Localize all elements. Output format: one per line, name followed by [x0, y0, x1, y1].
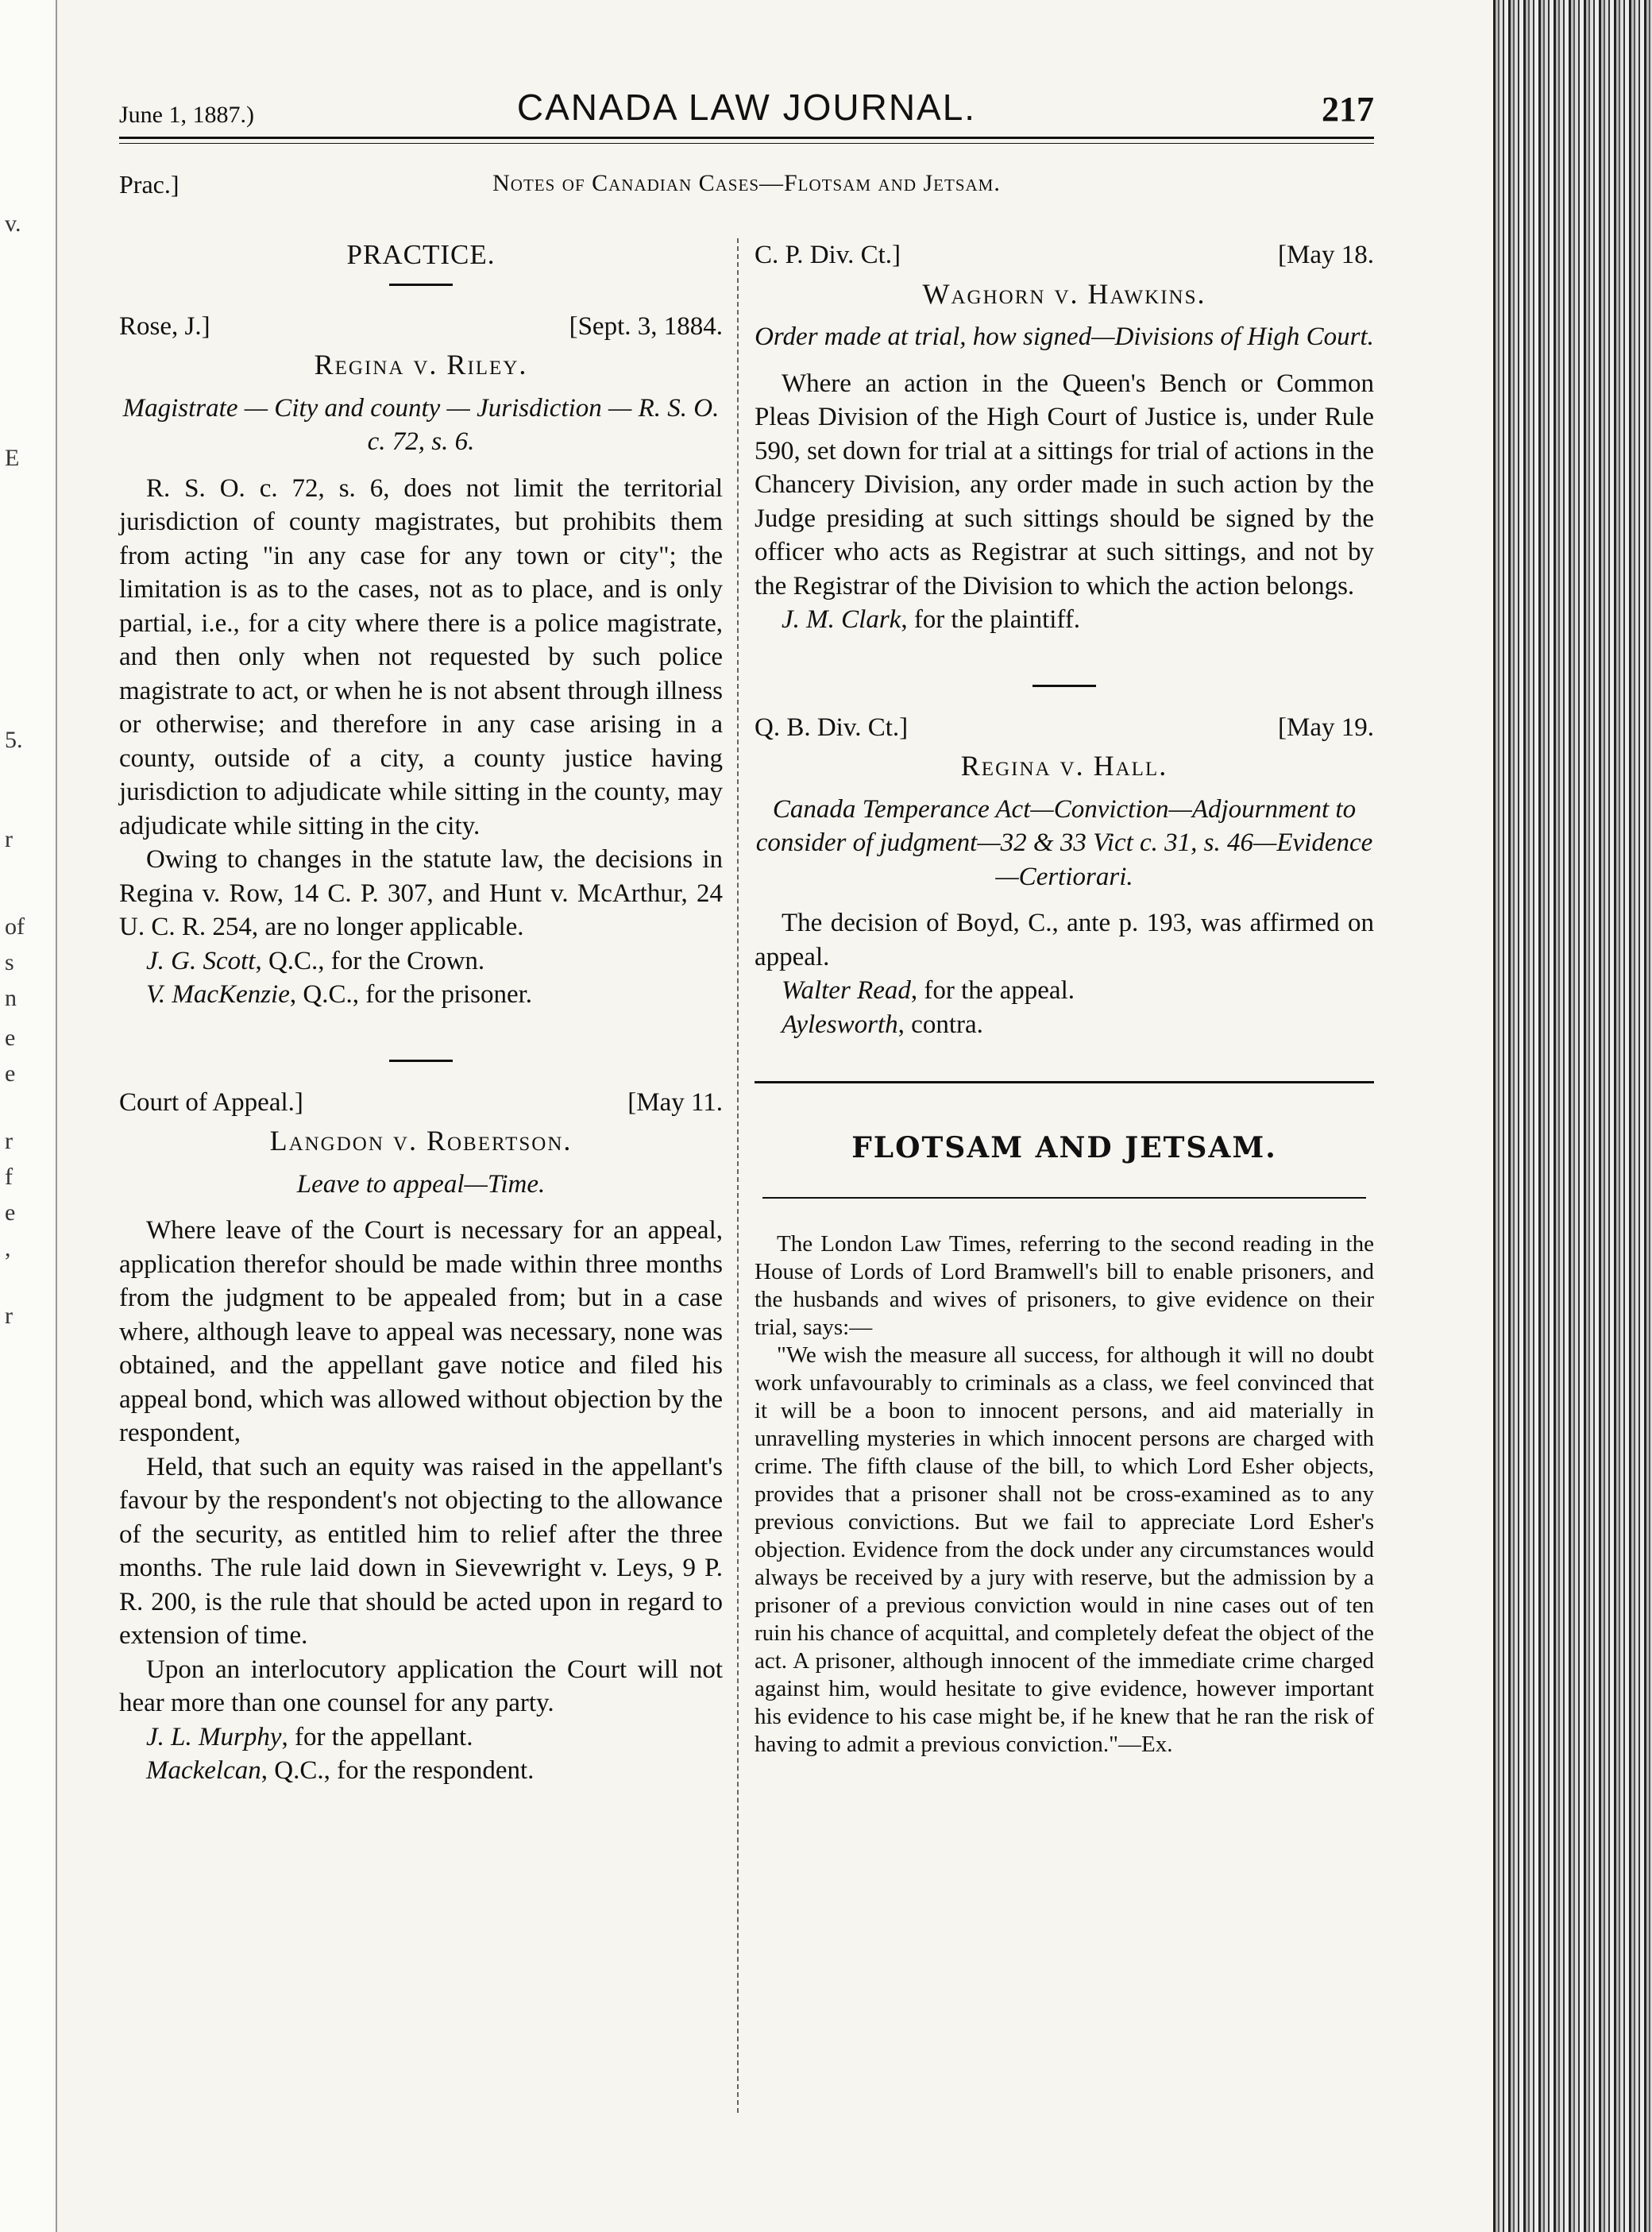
- right-column: [755, 238, 1374, 1759]
- margin-fragment: E: [5, 445, 20, 471]
- case-court: Rose, J.]: [119, 311, 210, 341]
- header-rule-thin: [119, 143, 1374, 144]
- margin-fragment: n: [5, 985, 17, 1011]
- case-date: [May 19.: [1278, 712, 1374, 742]
- case-court-line: [755, 711, 1374, 745]
- case-headnote: Canada Temperance Act—Conviction—Adjournment to consider of judgment—32 & 33 Vict c. 31, s. 46—Evidence—Certiorari.: [755, 794, 1373, 891]
- case-headnote: Leave to appeal—Time.: [296, 1169, 546, 1199]
- case-name: Regina v. Hall.: [960, 750, 1168, 782]
- section-title: PRACTICE.: [346, 239, 496, 270]
- left-column: [119, 238, 723, 1788]
- margin-fragment: r: [5, 1128, 13, 1154]
- case-date: [May 18.: [1278, 241, 1374, 269]
- short-rule: [389, 1060, 453, 1062]
- case-paragraph: Upon an interlocutory application the Court will not hear more than one counsel for any party.: [119, 1655, 723, 1717]
- header-rule: [119, 137, 1374, 139]
- counsel-line: [119, 978, 723, 1012]
- counsel-name: Mackelcan: [146, 1756, 261, 1785]
- margin-fragment: r: [5, 1303, 13, 1329]
- margin-fragment: f: [5, 1164, 13, 1190]
- column-divider: [737, 238, 739, 2113]
- case-paragraph: R. S. O. c. 72, s. 6, does not limit the territorial jurisdiction of county magistrates, but prohibits them from acting "in any case for any town or city"; the limitation is as to the cases, not as to place, and is only partial, i.e., for a city where there is a police magistrate, and then only when not requested by such police magistrate to act, or when he is not absent through illness or otherwise; and therefore in any case arising in a county, outside of a city, a county justice having jurisdiction to adjudicate while sitting in the county, may adjudicate while sitting in the city.: [119, 473, 723, 840]
- journal-page: [103, 0, 1469, 2232]
- case-paragraph: Where an action in the Queen's Bench or Common Pleas Division of the High Court of Justice is, under Rule 590, set down for trial at a sittings for trial of actions in the Chancery Division, any order made in such action by the Judge presiding at such sittings should be signed by the officer who acts as Registrar at such sittings, and not by the Registrar of the Division to which the action belongs.: [755, 369, 1374, 600]
- flotsam-paragraph: The London Law Times, referring to the second reading in the House of Lords of Lord Bramwell's bill to enable prisoners, and the husbands and wives of prisoners, to give evidence on their trial, says:—: [755, 1230, 1374, 1340]
- counsel-role: , Q.C., for the prisoner.: [289, 980, 533, 1009]
- flotsam-rule: [762, 1197, 1366, 1199]
- case-date: [May 11.: [627, 1087, 723, 1117]
- case-date: [Sept. 3, 1884.: [569, 311, 723, 341]
- flotsam-title: FLOTSAM AND JETSAM.: [851, 1131, 1277, 1164]
- margin-fragment: e: [5, 1199, 16, 1226]
- case-name: Waghorn v. Hawkins.: [922, 277, 1206, 310]
- case-paragraph: The decision of Boyd, C., ante p. 193, was affirmed on appeal.: [755, 909, 1374, 971]
- counsel-role: , for the appeal.: [910, 976, 1075, 1005]
- case-court: Court of Appeal.]: [119, 1087, 303, 1117]
- margin-fragment: 5.: [5, 727, 23, 753]
- margin-fragment: r: [5, 826, 13, 852]
- header-date: June 1, 1887.): [119, 102, 254, 128]
- counsel-role: , for the plaintiff.: [901, 605, 1081, 634]
- margin-fragment: e: [5, 1060, 16, 1087]
- left-margin-strip: [0, 0, 57, 2232]
- counsel-name: J. M. Clark: [782, 605, 901, 634]
- page-header: [119, 86, 1374, 141]
- counsel-role: , contra.: [897, 1010, 983, 1039]
- short-rule: [389, 284, 453, 286]
- case-name: Regina v. Riley.: [314, 349, 528, 380]
- case-paragraph: Held, that such an equity was raised in the appellant's favour by the respondent's not objecting to the allowance of the security, as entitled him to relief after the three months. The rule laid down in Sievewright v. Leys, 9 P. R. 200, is the rule that should be acted upon in regard to extension of time.: [119, 1452, 723, 1650]
- counsel-line: [755, 974, 1374, 1008]
- case-paragraph: Where leave of the Court is necessary for an appeal, application therefor should be made within three months from the judgment to be appealed from; but in a case where, although leave to appeal was necessary, none was obtained, and the appellant gave notice and filed his appeal bond, which was allowed without objection by the respondent,: [119, 1216, 723, 1447]
- page-number: 217: [1322, 90, 1374, 129]
- counsel-name: J. G. Scott: [146, 946, 256, 975]
- counsel-name: V. MacKenzie: [146, 980, 290, 1009]
- case-court-line: [755, 238, 1374, 272]
- case-court-line: [119, 310, 723, 344]
- section-rule: [755, 1081, 1374, 1083]
- counsel-role: , Q.C., for the respondent.: [261, 1756, 535, 1785]
- journal-title: CANADA LAW JOURNAL.: [516, 87, 977, 128]
- margin-fragment: ,: [5, 1235, 11, 1261]
- counsel-line: [119, 1754, 723, 1788]
- counsel-line: [755, 603, 1374, 637]
- margin-fragment: v.: [5, 210, 21, 237]
- counsel-name: Walter Read: [782, 976, 911, 1005]
- flotsam-text: [755, 1230, 1374, 1759]
- counsel-line: [755, 1008, 1374, 1042]
- short-rule: [1032, 685, 1096, 687]
- counsel-line: [119, 1720, 723, 1755]
- margin-fragment: e: [5, 1025, 16, 1051]
- counsel-role: , for the appellant.: [281, 1722, 473, 1751]
- adjacent-page-edge: [1493, 0, 1652, 2232]
- margin-fragment: of: [5, 913, 25, 940]
- margin-fragment: s: [5, 949, 14, 975]
- case-paragraph: Owing to changes in the statute law, the decisions in Regina v. Row, 14 C. P. 307, and Hunt v. McArthur, 24 U. C. R. 254, are no longer applicable.: [119, 845, 723, 941]
- flotsam-paragraph: "We wish the measure all success, for although it will no doubt work unfavourably to criminals as a class, we feel convinced that it will be a boon to innocent persons, and aid materially in unravelling mysteries in which innocent persons are charged with crime. The fifth clause of the bill, to which Lord Esher objects, provides that a prisoner shall not be cross-examined as to any previous convictions. But we fail to appreciate Lord Esher's objection. Evidence from the dock under any circumstances would always be received by a jury with reserve, but the admission by a prisoner of a previous conviction would in nine cases out of ten ruin his chance of acquittal, and completely defeat the object of the act. A prisoner, although innocent of the immediate crime charged against him, would hesitate to give evidence, however important his evidence to his case might be, if he knew that he ran the risk of having to admit a previous conviction."—Ex.: [755, 1342, 1374, 1757]
- counsel-name: J. L. Murphy: [146, 1722, 282, 1751]
- case-name: Langdon v. Robertson.: [269, 1125, 573, 1157]
- counsel-name: Aylesworth: [782, 1010, 898, 1039]
- case-court: C. P. Div. Ct.]: [755, 241, 901, 269]
- case-headnote: Order made at trial, how signed—Divisions of High Court.: [755, 322, 1374, 351]
- subheader-left: Prac.]: [119, 170, 179, 199]
- section-subheader: Notes of Canadian Cases—Flotsam and Jetsam.: [492, 170, 1001, 196]
- case-headnote: Magistrate — City and county — Jurisdiction — R. S. O. c. 72, s. 6.: [122, 393, 720, 456]
- case-court-line: [119, 1086, 723, 1120]
- counsel-line: [119, 944, 723, 979]
- case-court: Q. B. Div. Ct.]: [755, 712, 909, 742]
- counsel-role: , Q.C., for the Crown.: [255, 946, 485, 975]
